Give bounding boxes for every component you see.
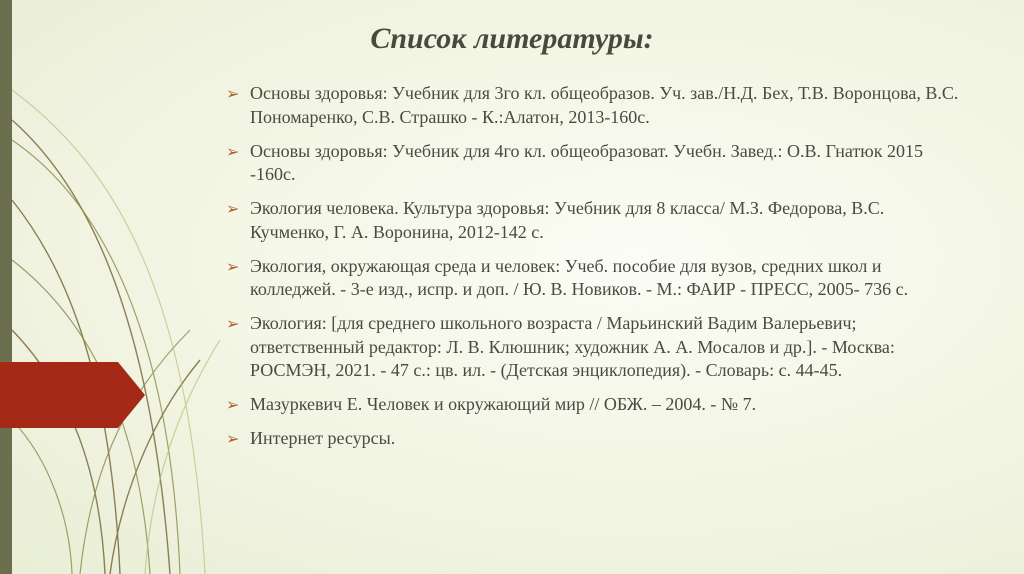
reference-text: Мазуркевич Е. Человек и окружающий мир // ОБЖ. – 2004. - № 7. [250, 394, 757, 414]
bullet-arrow-icon: ➢ [226, 256, 240, 276]
slide-title: Список литературы: [370, 22, 654, 55]
reference-text: Экология, окружающая среда и человек: Учеб. пособие для вузов, средних школ и колледжей. - 3-е изд., испр. и доп. / Ю. В. Новиков. - М.: ФАИР - ПРЕСС, 2005- 736 с. [250, 255, 909, 299]
list-item [226, 312, 966, 383]
reference-text: Экология: [для среднего школьного возраста / Марьинский Вадим Валерьевич; ответственный редактор: Л. В. Клюшник; художник А. А. Мосалов и др.]. - Москва: РОСМЭН, 2021. - 47 с.: цв. ил. - (Детская энциклопедия). - Словарь: с. 44-45. [250, 313, 895, 380]
list-item [226, 427, 966, 451]
reference-text: Основы здоровья: Учебник для 4го кл. общеобразоват. Учебн. Завед.: О.В. Гнатюк 2015 -160с. [250, 140, 923, 184]
bullet-arrow-icon: ➢ [226, 314, 240, 333]
bullet-arrow-icon: ➢ [226, 395, 240, 414]
bullet-arrow-icon: ➢ [226, 84, 240, 103]
list-item [226, 140, 966, 187]
list-item [226, 197, 966, 244]
reference-text: Основы здоровья: Учебник для 3го кл. общеобразов. Уч. зав./Н.Д. Бех, Т.В. Воронцова, В.С. Пономаренко, С.В. Страшко - К.:Алатон, 2013-160с. [250, 83, 959, 127]
list-item [226, 393, 966, 417]
bullet-arrow-icon: ➢ [226, 141, 240, 161]
reference-list [226, 82, 966, 461]
reference-text: Экология человека. Культура здоровья: Учебник для 8 класса/ М.З. Федорова, В.С. Кучменко, Г. А. Воронина, 2012-142 с. [250, 198, 885, 242]
list-item [226, 255, 966, 302]
reference-text: Интернет ресурсы. [250, 428, 396, 448]
bullet-arrow-icon: ➢ [226, 199, 240, 218]
list-item [226, 82, 966, 129]
bullet-arrow-icon: ➢ [226, 429, 240, 448]
red-accent-arrow [0, 362, 145, 428]
